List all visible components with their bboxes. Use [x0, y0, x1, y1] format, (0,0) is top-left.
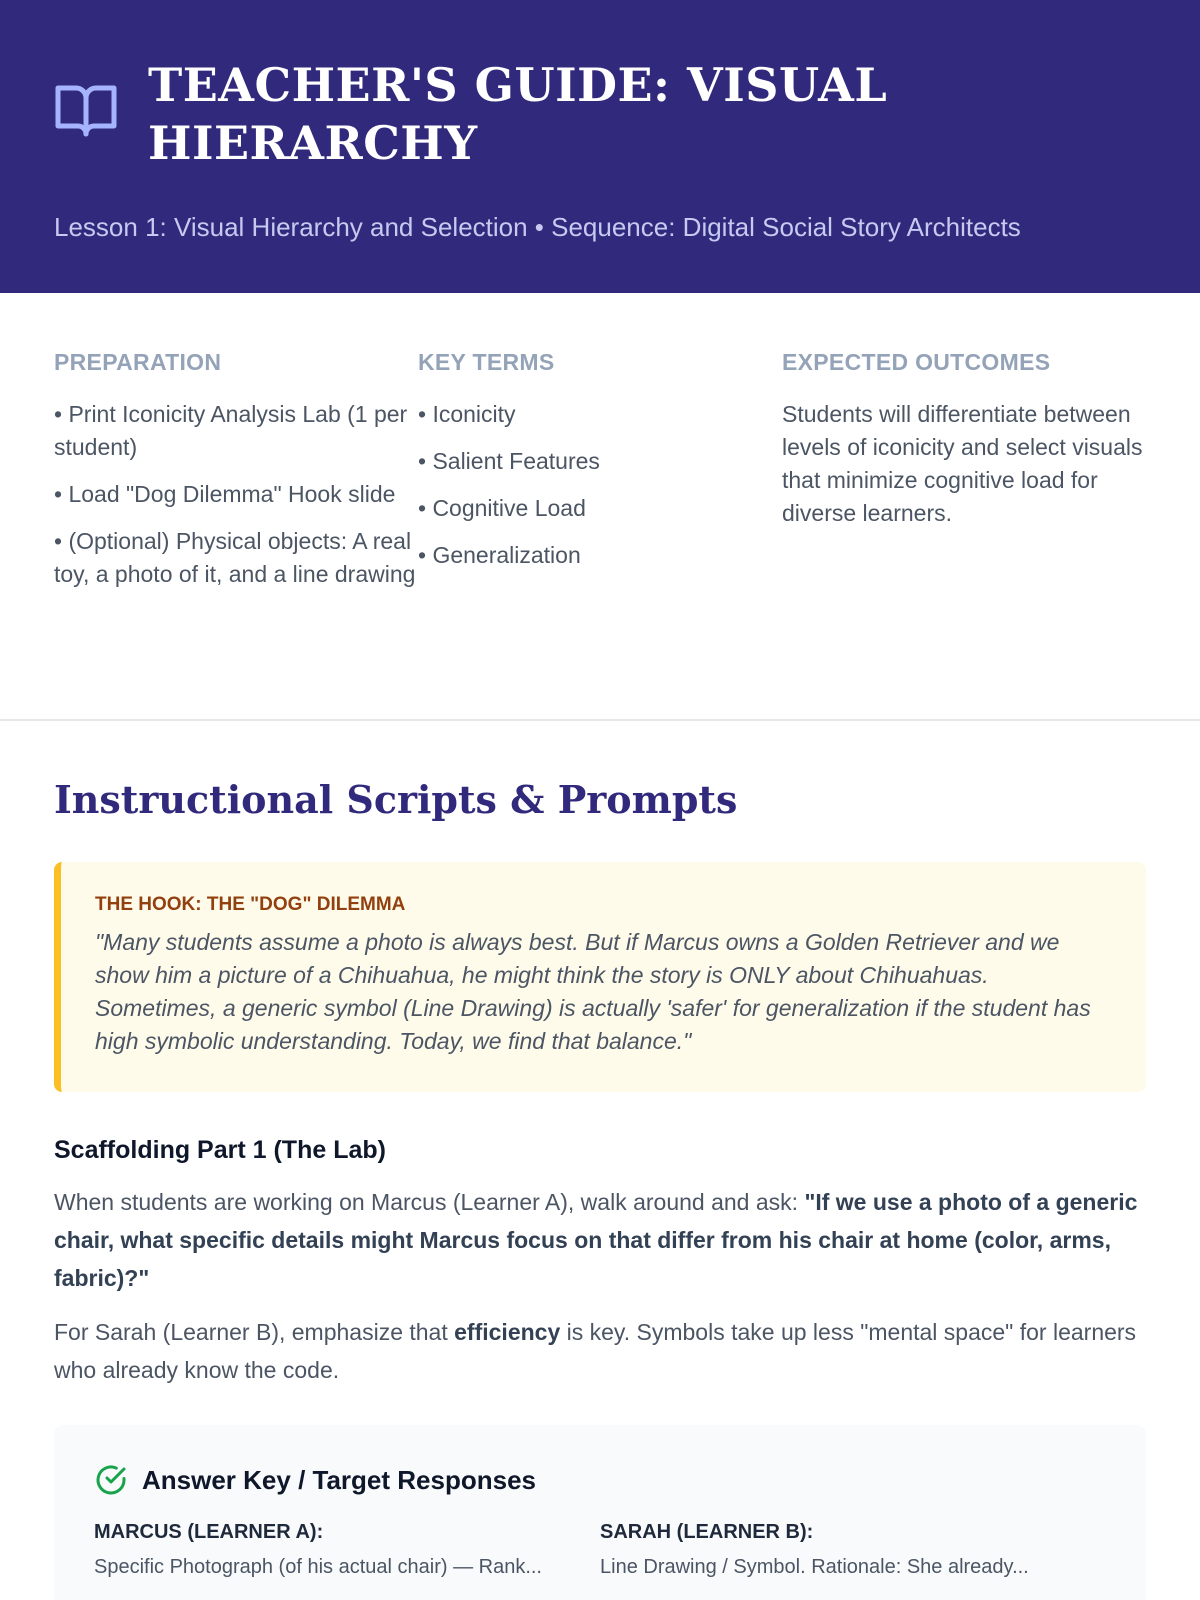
- key-terms-heading: KEY TERMS: [418, 349, 555, 375]
- answer-key-card: [54, 1425, 1146, 1600]
- list-item: • Print Iconicity Analysis Lab (1 per student): [54, 401, 408, 460]
- lesson-subtitle: Lesson 1: Visual Hierarchy and Selection • Sequence: Digital Social Story Architects: [54, 212, 1021, 242]
- book-icon: [54, 78, 118, 142]
- outcomes-heading: EXPECTED OUTCOMES: [782, 349, 1051, 375]
- teacher-prompt-question: "If we use a photo of a generic chair, what specific details might Marcus focus on that differ from his chair at home (color, arms, fabric)?": [54, 1189, 1138, 1291]
- hook-quote: "Many students assume a photo is always best. But if Marcus owns a Golden Retriever and we show him a picture of a Chihuahua, he might think the story is ONLY about Chihuahuas. Sometimes, a generic symbol (Line Drawing) is actually 'safer' for generalization if the student has high symbolic understanding. Today, we find that balance.": [95, 929, 1091, 1054]
- scaffolding-heading: Scaffolding Part 1 (The Lab): [54, 1136, 386, 1164]
- key-terms-column: [418, 349, 782, 719]
- list-item: • Salient Features: [418, 448, 600, 474]
- sarah-answer: [600, 1521, 1106, 1582]
- emphasis-term: efficiency: [454, 1319, 561, 1345]
- marcus-answer: [94, 1521, 600, 1582]
- marcus-text: Specific Photograph (of his actual chair) — Rank...: [94, 1556, 542, 1578]
- paragraph-lead: When students are working on Marcus (Learner A), walk around and ask:: [54, 1189, 805, 1215]
- preparation-column: [54, 349, 418, 719]
- preparation-heading: PREPARATION: [54, 349, 222, 375]
- section-title: Instructional Scripts & Prompts: [54, 777, 738, 822]
- list-item: • Cognitive Load: [418, 495, 586, 521]
- list-item: • Load "Dog Dilemma" Hook slide: [54, 481, 396, 507]
- sarah-label: SARAH (LEARNER B):: [600, 1521, 814, 1543]
- page-title: TEACHER'S GUIDE: VISUAL HIERARCHY: [148, 58, 888, 170]
- check-circle-icon: [94, 1463, 128, 1497]
- sarah-text: Line Drawing / Symbol. Rationale: She already...: [600, 1556, 1029, 1578]
- outcomes-column: [782, 349, 1146, 719]
- hook-callout: [54, 862, 1146, 1092]
- scaffolding-paragraph-sarah: [54, 1313, 1146, 1389]
- hook-heading: THE HOOK: THE "DOG" DILEMMA: [95, 894, 406, 915]
- preparation-overview: [0, 293, 1200, 721]
- paragraph-tail: is key. Symbols take up less "mental space" for learners who already know the code.: [54, 1319, 1137, 1383]
- list-item: • (Optional) Physical objects: A real toy, a photo of it, and a line drawing: [54, 528, 416, 587]
- paragraph-lead: For Sarah (Learner B), emphasize that: [54, 1319, 455, 1345]
- list-item: • Iconicity: [418, 401, 516, 427]
- header-banner: [0, 0, 1200, 293]
- outcomes-text: Students will differentiate between levels of iconicity and select visuals that minimize cognitive load for diverse learners.: [782, 401, 1143, 526]
- answer-key-title: Answer Key / Target Responses: [142, 1464, 536, 1495]
- marcus-label: MARCUS (LEARNER A):: [94, 1521, 324, 1543]
- scaffolding-paragraph-marcus: [54, 1183, 1146, 1297]
- list-item: • Generalization: [418, 542, 581, 568]
- instructional-section: [0, 721, 1200, 1600]
